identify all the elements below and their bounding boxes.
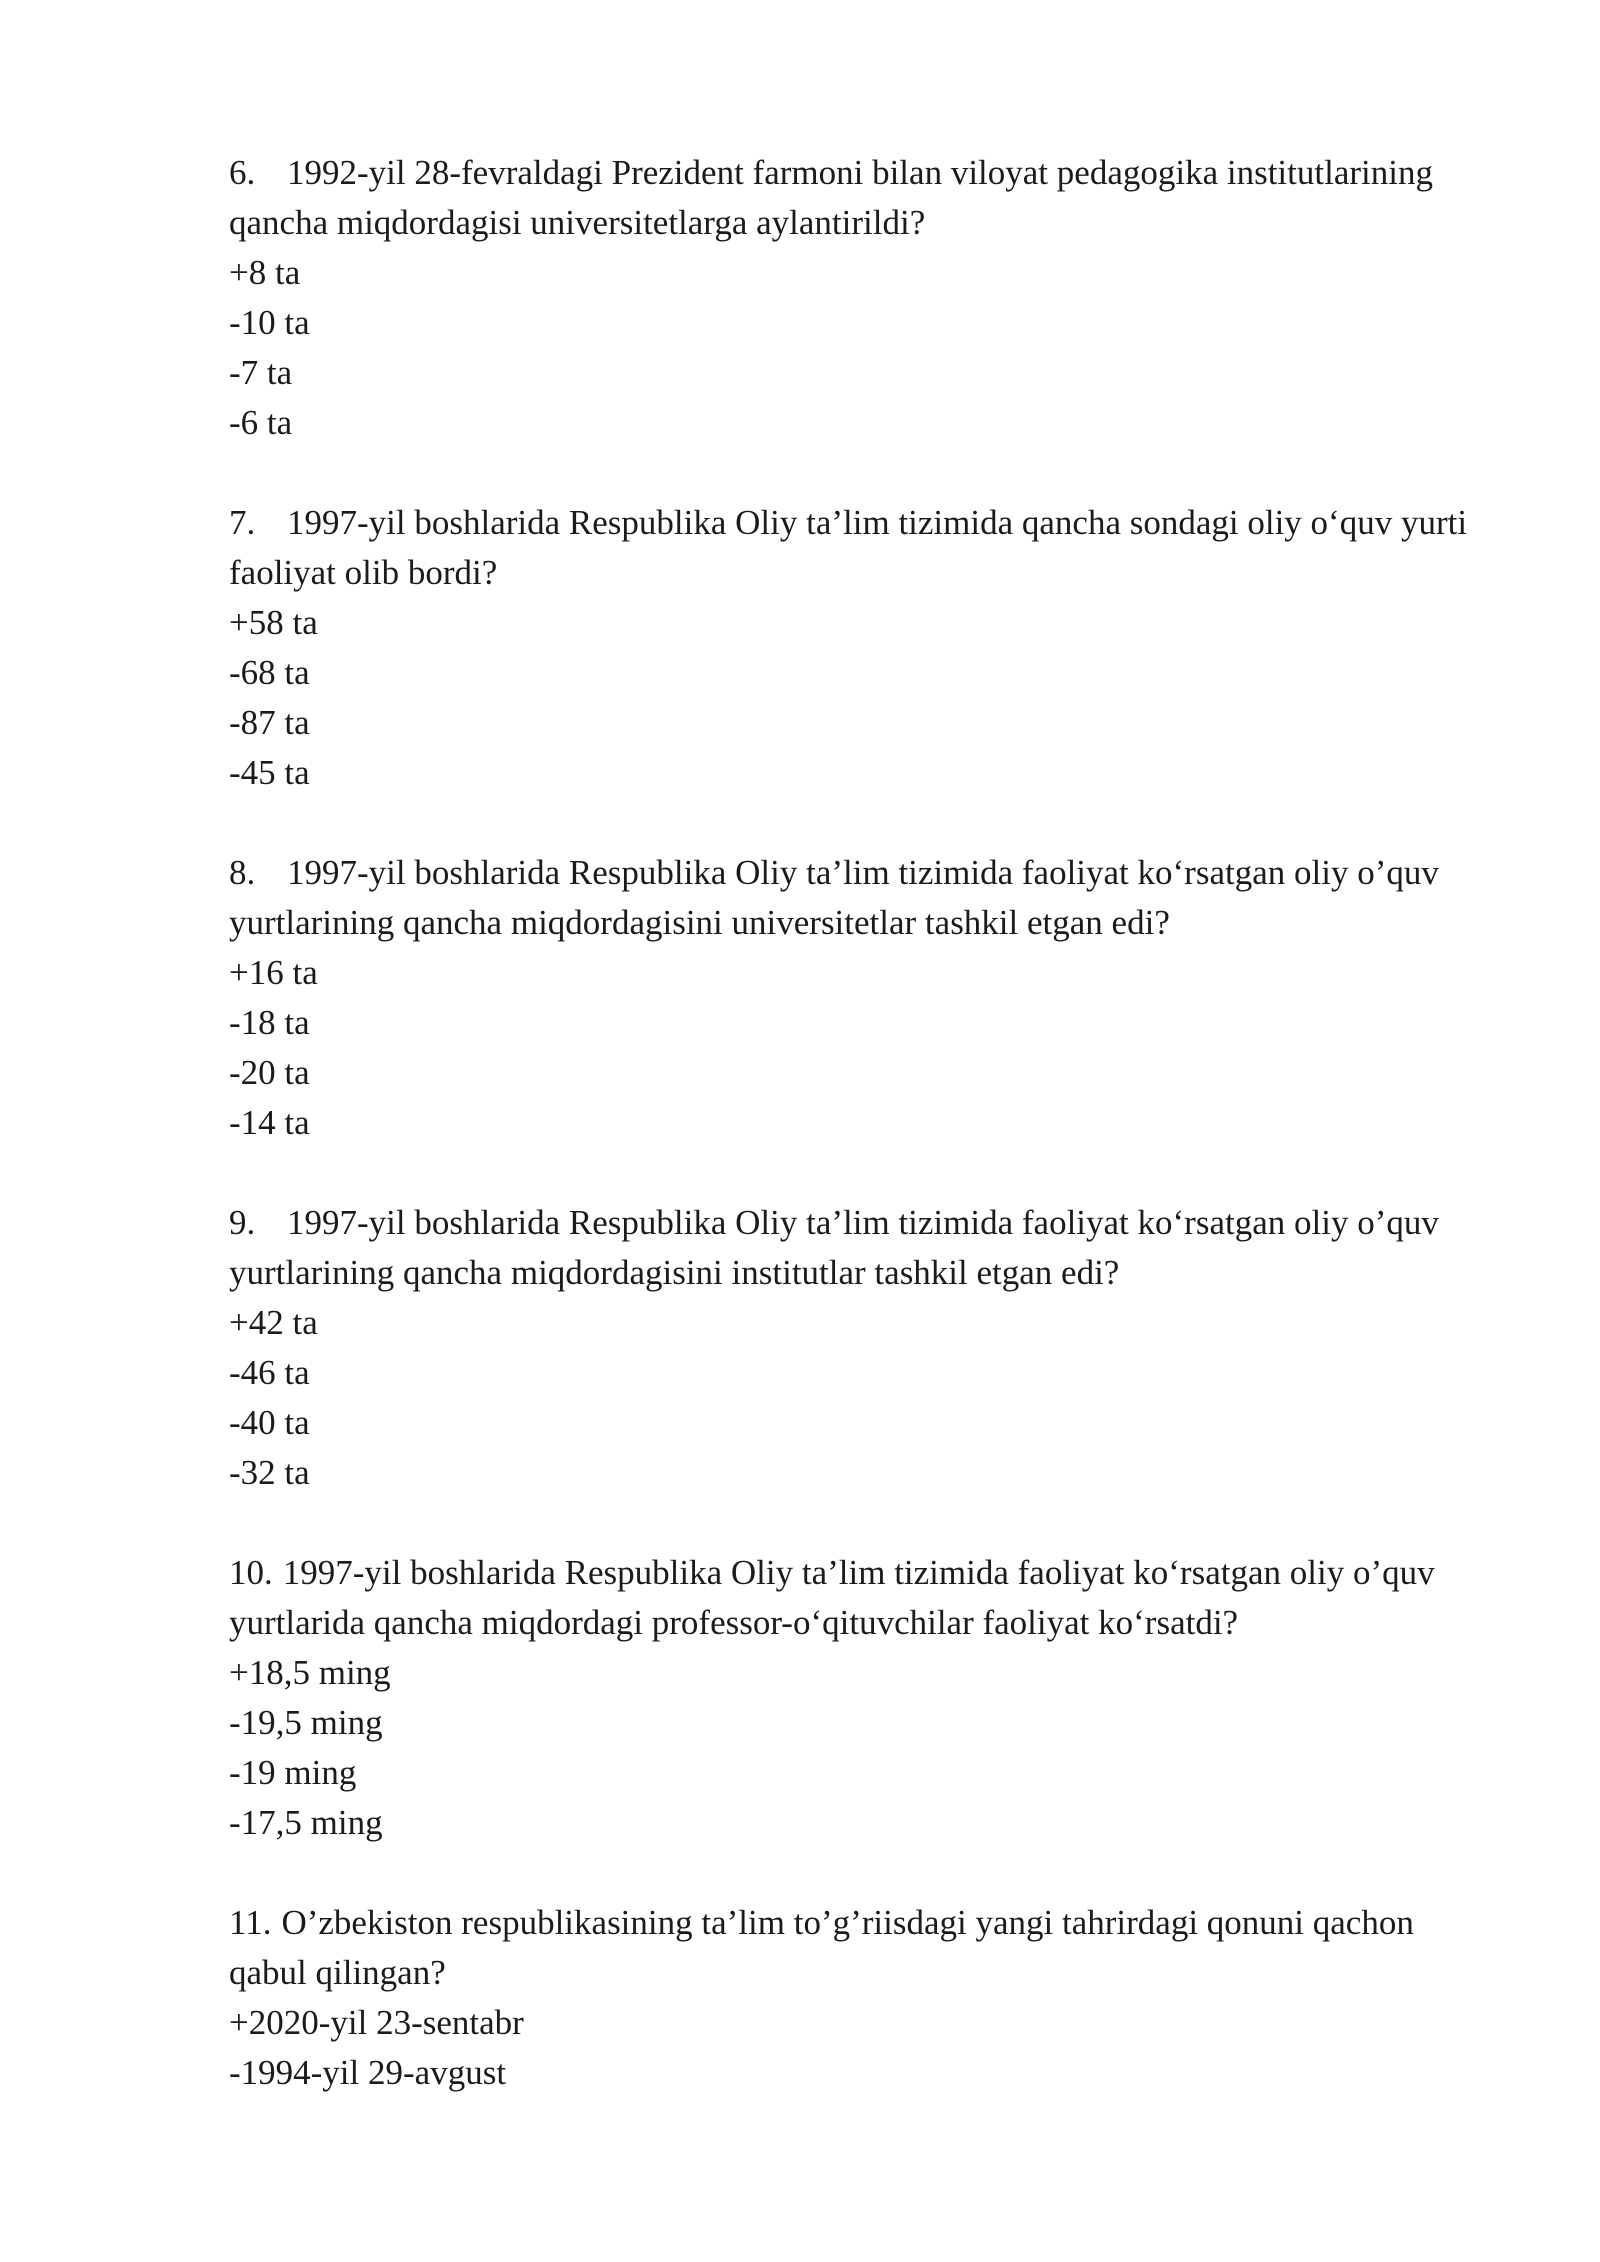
question-text bbox=[229, 1548, 1489, 1648]
question-8 bbox=[229, 848, 1489, 1148]
question-number: 6. bbox=[229, 153, 256, 192]
answer-option: -19,5 ming bbox=[229, 1703, 383, 1742]
question-body: O’zbekiston respublikasining ta’lim to’g’riisdagi yangi tahrirdagi qonuni qachon qabul qilingan? bbox=[229, 1903, 1414, 1992]
answer-option: -1994-yil 29-avgust bbox=[229, 2053, 507, 2092]
question-7 bbox=[229, 498, 1489, 798]
answer-options bbox=[229, 1998, 1489, 2098]
question-text bbox=[229, 848, 1489, 948]
answer-options bbox=[229, 1648, 1489, 1848]
answer-option: -17,5 ming bbox=[229, 1803, 383, 1842]
answer-option: -46 ta bbox=[229, 1353, 310, 1392]
question-11 bbox=[229, 1898, 1489, 2098]
question-body: 1992-yil 28-fevraldagi Prezident farmoni bilan viloyat pedagogika institutlarining qancha miqdordagisi universitetlarga aylantirildi? bbox=[229, 153, 1433, 242]
answer-option: +16 ta bbox=[229, 953, 318, 992]
answer-options bbox=[229, 598, 1489, 798]
question-6 bbox=[229, 148, 1489, 448]
question-9 bbox=[229, 1198, 1489, 1498]
answer-option: +18,5 ming bbox=[229, 1653, 391, 1692]
question-number: 11. bbox=[229, 1903, 272, 1942]
answer-options bbox=[229, 248, 1489, 448]
answer-option: -6 ta bbox=[229, 403, 293, 442]
question-list bbox=[229, 148, 1489, 2148]
answer-option: +8 ta bbox=[229, 253, 301, 292]
question-number: 7. bbox=[229, 503, 256, 542]
answer-option: +2020-yil 23-sentabr bbox=[229, 2003, 524, 2042]
answer-options bbox=[229, 948, 1489, 1148]
question-body: 1997-yil boshlarida Respublika Oliy ta’lim tizimida faoliyat ko‘rsatgan oliy o’quv yurtlarida qancha miqdordagi professor-o‘qituvchilar faoliyat ko‘rsatdi? bbox=[229, 1553, 1435, 1642]
answer-option: -87 ta bbox=[229, 703, 310, 742]
question-text bbox=[229, 1898, 1489, 1998]
question-10 bbox=[229, 1548, 1489, 1848]
question-body: 1997-yil boshlarida Respublika Oliy ta’lim tizimida qancha sondagi oliy o‘quv yurti faoliyat olib bordi? bbox=[229, 503, 1468, 592]
question-body: 1997-yil boshlarida Respublika Oliy ta’lim tizimida faoliyat ko‘rsatgan oliy o’quv yurtlarining qancha miqdordagisini universitetlar tashkil etgan edi? bbox=[229, 853, 1439, 942]
answer-option: -68 ta bbox=[229, 653, 310, 692]
question-text bbox=[229, 498, 1489, 598]
answer-option: -19 ming bbox=[229, 1753, 357, 1792]
answer-option: -10 ta bbox=[229, 303, 310, 342]
answer-option: -7 ta bbox=[229, 353, 293, 392]
answer-option: +42 ta bbox=[229, 1303, 318, 1342]
answer-option: -18 ta bbox=[229, 1003, 310, 1042]
answer-options bbox=[229, 1298, 1489, 1498]
question-number: 8. bbox=[229, 853, 256, 892]
question-number: 9. bbox=[229, 1203, 256, 1242]
question-text bbox=[229, 1198, 1489, 1298]
answer-option: -20 ta bbox=[229, 1053, 310, 1092]
question-text bbox=[229, 148, 1489, 248]
answer-option: -32 ta bbox=[229, 1453, 310, 1492]
answer-option: -40 ta bbox=[229, 1403, 310, 1442]
question-number: 10. bbox=[229, 1553, 273, 1592]
answer-option: -45 ta bbox=[229, 753, 310, 792]
question-body: 1997-yil boshlarida Respublika Oliy ta’lim tizimida faoliyat ko‘rsatgan oliy o’quv yurtlarining qancha miqdordagisini institutlar tashkil etgan edi? bbox=[229, 1203, 1439, 1292]
answer-option: -14 ta bbox=[229, 1103, 310, 1142]
answer-option: +58 ta bbox=[229, 603, 318, 642]
